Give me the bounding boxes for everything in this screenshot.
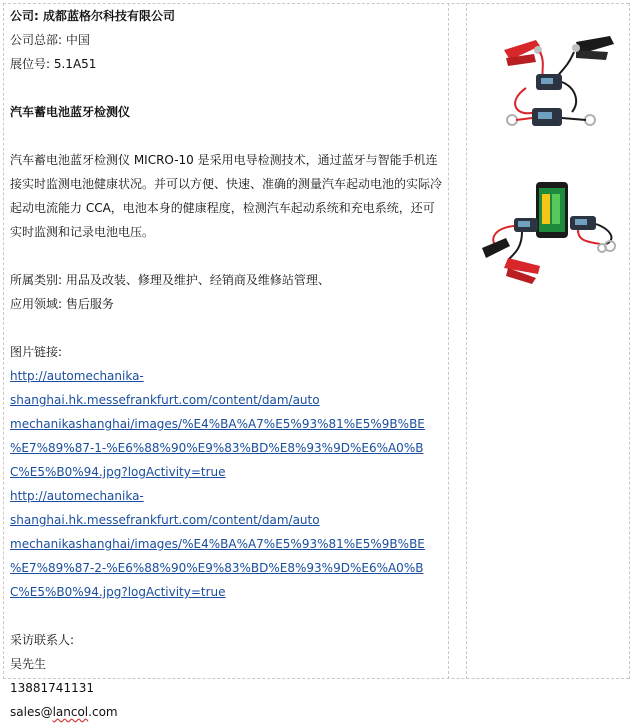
product-description: 汽车蓄电池蓝牙检测仪 MICRO-10 是采用电导检测技术，通过蓝牙与智能手机连接实时监测电池健康状况。并可以方便、快速、准确的测量汽车起动电池的实际冷起动电流能力 CCA，电池本身的健康程度，检测汽车起动系统和充电系统，还可实时监测和记录电池电压。 bbox=[10, 153, 443, 239]
image-link-2-part: mechanikashanghai/images/%E4%BA%A7%E5%93%81%E5%9B%BE bbox=[10, 537, 425, 551]
image-link-2[interactable] bbox=[10, 484, 446, 604]
company-name: 公司: 成都蓝格尔科技有限公司 bbox=[10, 9, 175, 23]
application-field: 应用领域: 售后服务 bbox=[10, 297, 114, 311]
product-title: 汽车蓄电池蓝牙检测仪 bbox=[10, 105, 131, 119]
image-link-1-part: http://automechanika-shanghai.hk.messefrankfurt.com/content/dam/auto bbox=[10, 369, 320, 407]
document-body bbox=[10, 4, 446, 724]
contact-label: 采访联系人: bbox=[10, 633, 75, 647]
smartphone-icon bbox=[536, 182, 568, 238]
contact-phone: 13881741131 bbox=[10, 681, 94, 695]
black-clamp-icon bbox=[572, 36, 614, 60]
category-line: 所属类别: 用品及改装、修理及维护、经销商及维修站管理、 bbox=[10, 273, 330, 287]
image-link-2-part: %E7%89%87-2-%E6%88%90%E9%83%BD%E8%93%9D%E6%A0%B bbox=[10, 561, 424, 575]
image-link-1-part: %E7%89%87-1-%E6%88%90%E9%83%BD%E8%93%9D%E6%A0%B bbox=[10, 441, 424, 455]
company-hq: 公司总部: 中国 bbox=[10, 33, 90, 47]
image-link-2-part: C%E5%B0%94.jpg?logActivity=true bbox=[10, 585, 226, 599]
image-link-2-part: http://automechanika-shanghai.hk.messefrankfurt.com/content/dam/auto bbox=[10, 489, 320, 527]
email-prefix: sales@ bbox=[10, 705, 53, 719]
image-link-1-part: mechanikashanghai/images/%E4%BA%A7%E5%93%81%E5%9B%BE bbox=[10, 417, 425, 431]
image-link-1[interactable] bbox=[10, 364, 446, 484]
email-suffix: .com bbox=[88, 705, 118, 719]
contact-name: 吴先生 bbox=[10, 657, 47, 671]
product-photo-1 bbox=[496, 32, 622, 142]
image-link-1-part: C%E5%B0%94.jpg?logActivity=true bbox=[10, 465, 226, 479]
contact-email[interactable] bbox=[10, 700, 446, 724]
product-photo-2 bbox=[478, 178, 624, 290]
booth-number: 展位号: 5.1A51 bbox=[10, 57, 97, 71]
email-domain: lancol bbox=[52, 705, 89, 719]
red-clamp-icon bbox=[504, 40, 542, 66]
image-links-label: 图片链接: bbox=[10, 345, 63, 359]
